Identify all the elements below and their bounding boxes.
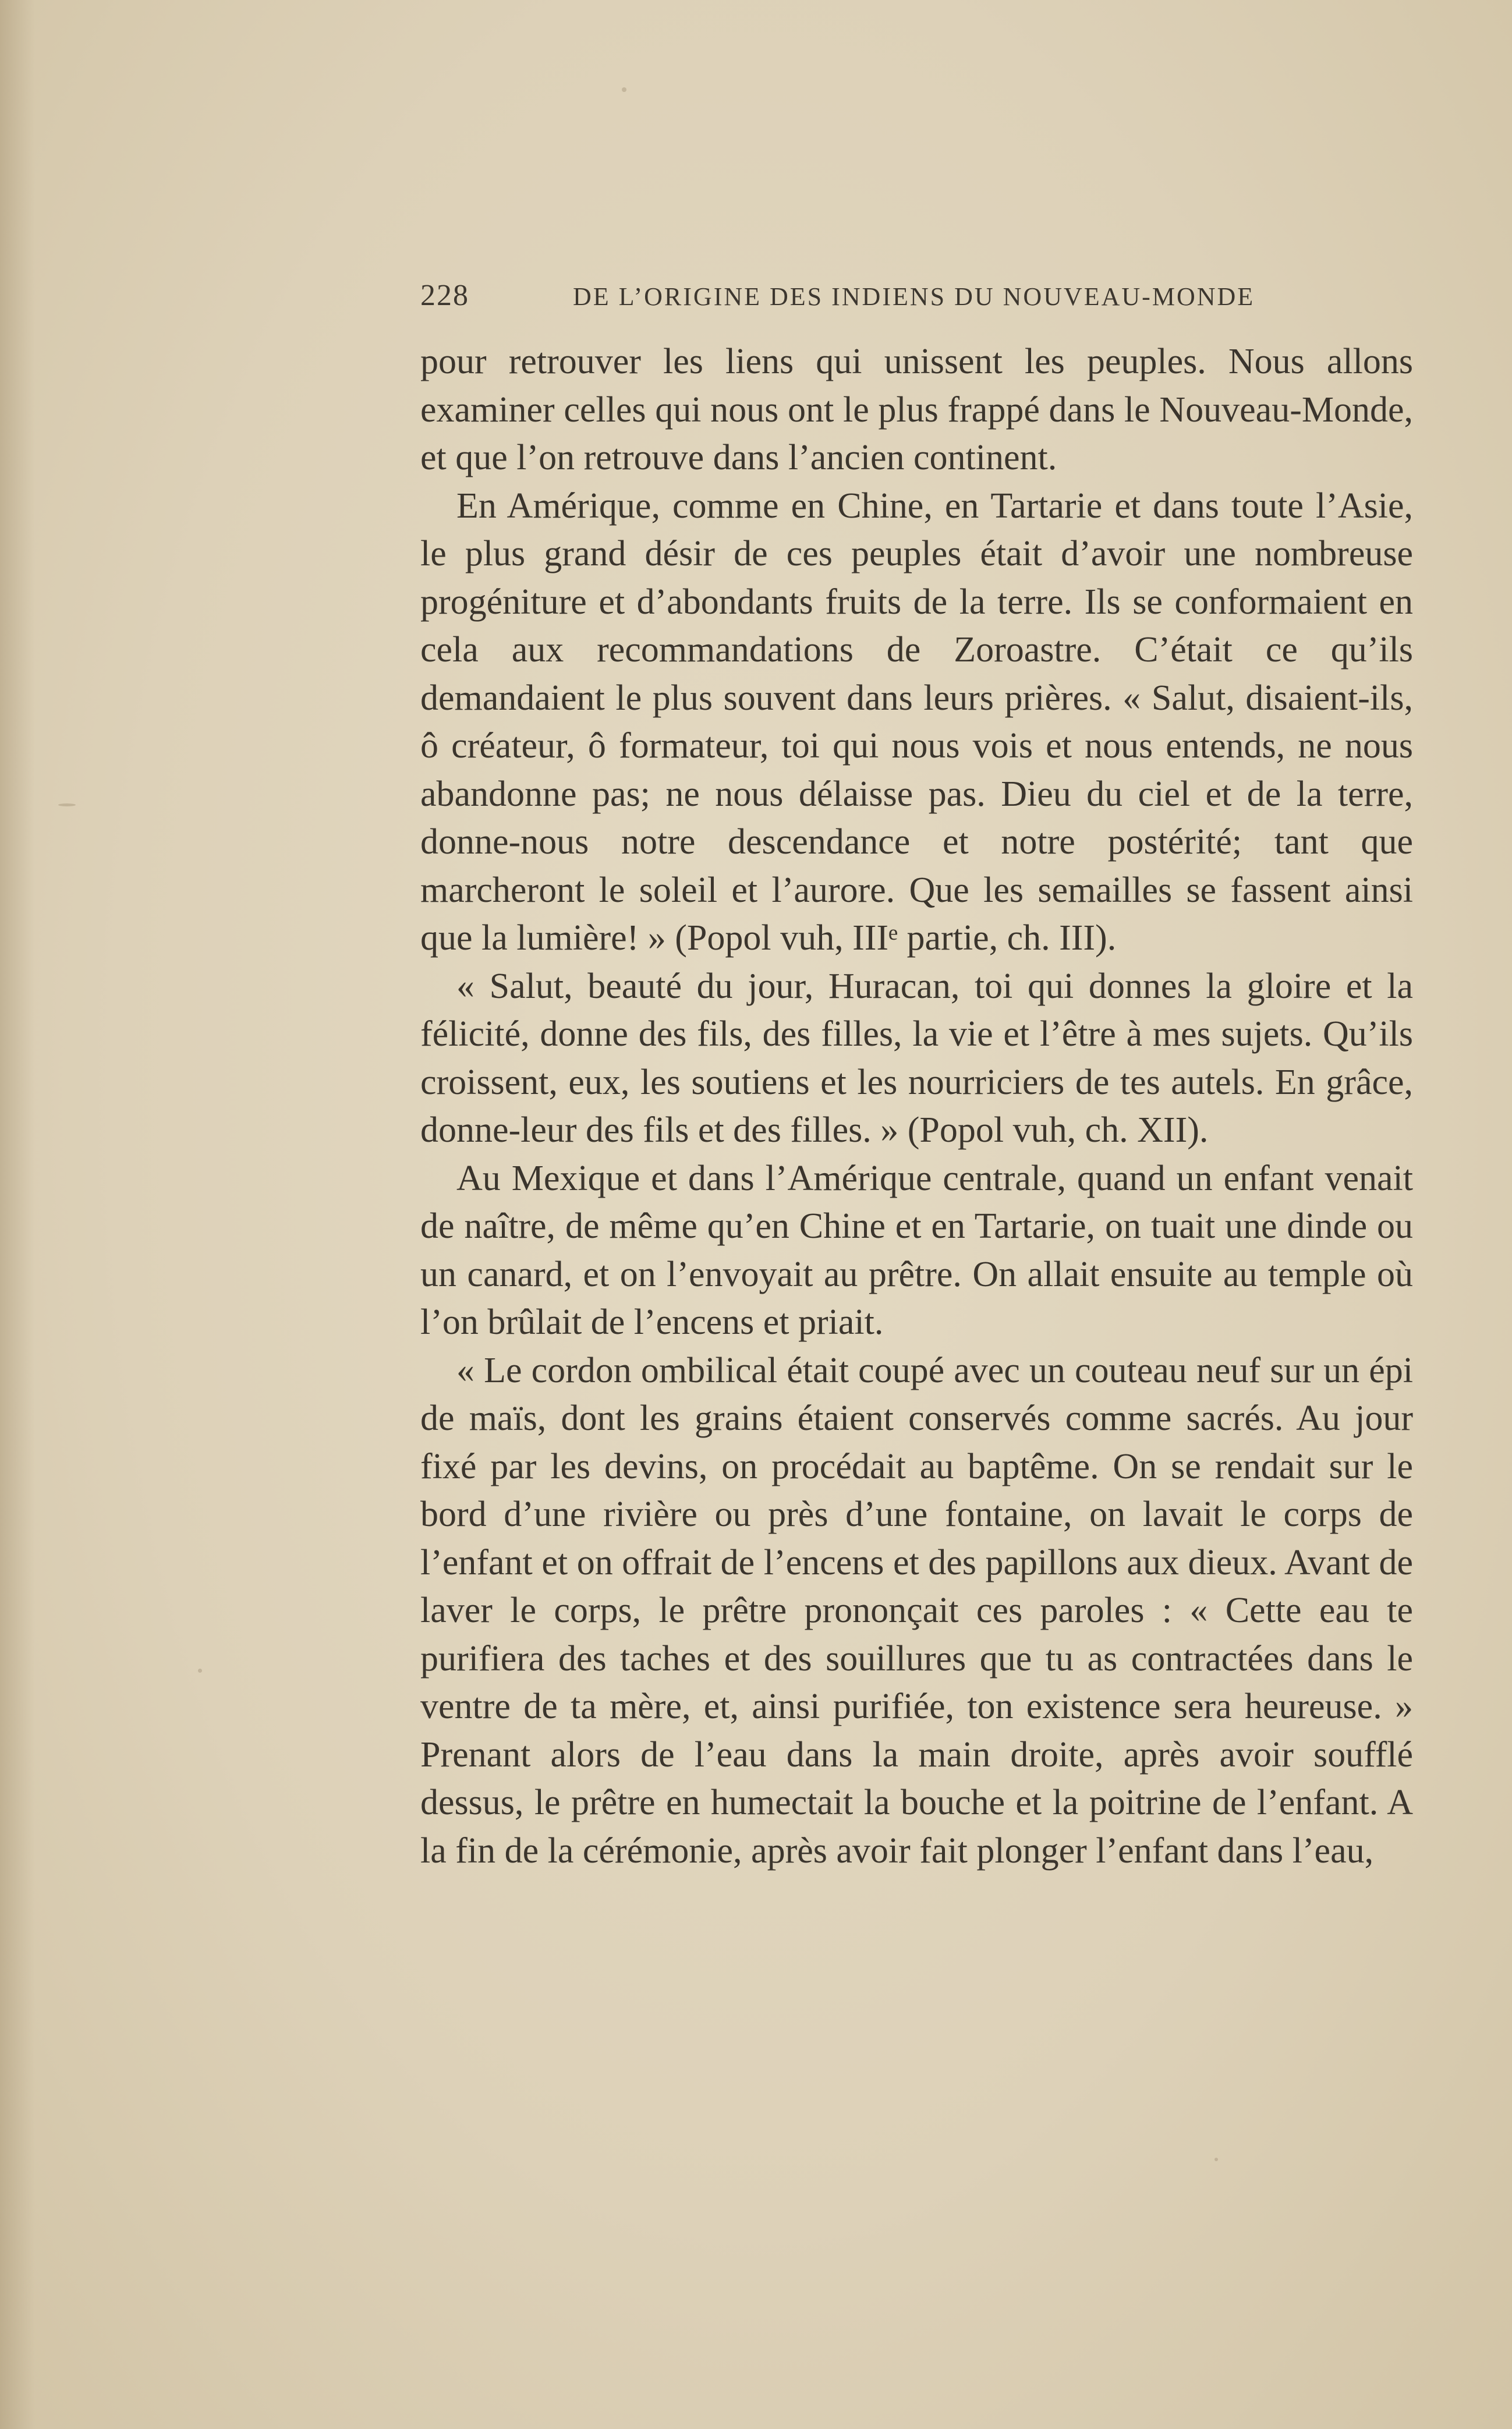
running-head: DE L’ORIGINE DES INDIENS DU NOUVEAU-MONDE — [573, 282, 1255, 311]
paper-spot — [198, 1669, 202, 1673]
paragraph: Au Mexique et dans l’Amérique centrale, quand un enfant venait de naître, de même qu’en Chine et en Tartarie, on tuait une dinde ou un canard, et on l’envoyait au prêtre. On allait ensuite au temple où l’on brûlait de l’encens et priait. — [420, 1158, 1413, 1342]
page-edge-shadow — [0, 0, 35, 2429]
paper-spot — [622, 87, 626, 92]
page-number: 228 — [420, 279, 469, 312]
paragraph: pour retrouver les liens qui unissent les peuples. Nous allons examiner celles qui nous ont le plus frappé dans le Nouveau-Monde, et que l’on retrouve dans l’ancien continent. — [420, 342, 1413, 477]
paper-spot — [1214, 2158, 1218, 2161]
paragraph: « Le cordon ombilical était coupé avec un couteau neuf sur un épi de maïs, dont les grains étaient conservés comme sacrés. Au jour fixé par les devins, on procédait au baptême. On se rendait sur le bord d’une rivière ou près d’une fontaine, on lavait le corps de l’enfant et on offrait de l’encens et des papillons aux dieux. Avant de laver le corps, le prêtre prononçait ces paroles : « Cette eau te purifiera des taches et des souillures que tu as contractées dans le ventre de ta mère, et, ainsi purifiée, ton existence sera heureuse. » Prenant alors de l’eau dans la main droite, après avoir soufflé dessus, le prêtre en humectait la bouche et la poitrine de l’enfant. A la fin de la cérémonie, après avoir fait plonger l’enfant dans l’eau, — [420, 1350, 1413, 1871]
body-text — [420, 338, 1413, 1875]
page-header — [420, 278, 1413, 319]
paper-spot — [58, 803, 76, 806]
paragraph: « Salut, beauté du jour, Huracan, toi qui donnes la gloire et la félicité, donne des fils, des filles, la vie et l’être à mes sujets. Qu’ils croissent, eux, les soutiens et les nourriciers de tes autels. En grâce, donne-leur des fils et des filles. » (Popol vuh, ch. XII). — [420, 966, 1413, 1150]
paragraph: En Amérique, comme en Chine, en Tartarie et dans toute l’Asie, le plus grand désir de ces peuples était d’avoir une nombreuse progéniture et d’abondants fruits de la terre. Ils se conformaient en cela aux recommandations de Zoroastre. C’était ce qu’ils demandaient le plus souvent dans leurs prières. « Salut, disaient-ils, ô créateur, ô formateur, toi qui nous vois et nous entends, ne nous abandonne pas; ne nous délaisse pas. Dieu du ciel et de la terre, donne-nous notre descendance et notre postérité; tant que marcheront le soleil et l’aurore. Que les semailles se fassent ainsi que la lumière! » (Popol vuh, IIIᵉ partie, ch. III). — [420, 486, 1413, 958]
